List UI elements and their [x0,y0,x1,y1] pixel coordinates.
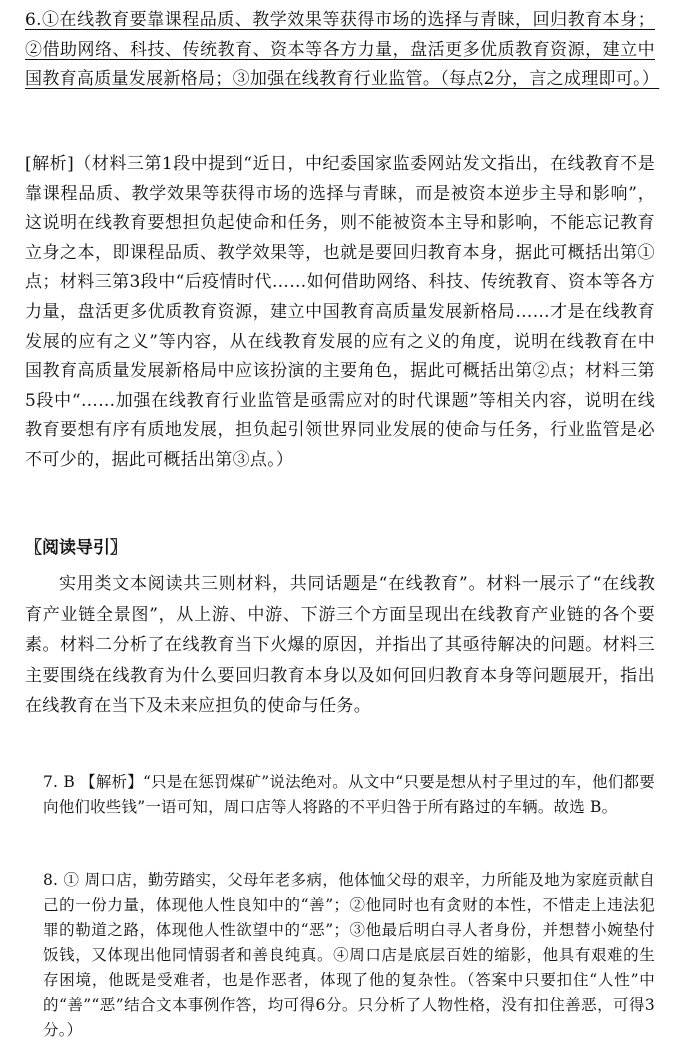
answer-6-text: 6.①在线教育要靠课程品质、教学效果等获得市场的选择与青睐，回归教育本身；②借助网络、科技、传统教育、资本等各方力量，盘活更多优质教育资源，建立中国教育高质量发展新格局；③加强在线教育行业监管。（每点2分，言之成理即可。） [25,10,660,90]
answer-8-text: 8. ① 周口店，勤劳踏实，父母年老多病，他体恤父母的艰辛，力所能及地为家庭贡献自己的一份力量，体现他人性良知中的“善”；②他同时也有贪财的本性，不惜走上违法犯罪的勒道之路，体现他人性欲望中的“恶”；③他最后明白寻人者身份，并想替小婉垫付饭钱，又体现出他同情弱者和善良纯真。④周口店是底层百姓的缩影，他具有艰难的生存困境，他既是受难者，也是作恶者，体现了他的复杂性。（答案中只要扣住“人性”中的“善”“恶”结合文本事例作答，均可得6分。只分析了人物性格，没有扣住善恶，可得3分。） [43,871,655,1039]
answer-8-block [25,868,655,1043]
analysis-6-block [25,150,655,476]
reading-guide-block [25,535,655,722]
analysis-6-text: [解析]（材料三第1段中提到“近日，中纪委国家监委网站发文指出，在线教育不是靠课程品质、教学效果等获得市场的选择与青睐，而是被资本逆步主导和影响”，这说明在线教育要想担负起使命和任务，则不能被资本主导和影响，不能忘记教育立身之本，即课程品质、教学效果等，也就是要回归教育本身，据此可概括出第①点；材料三第3段中“后疫情时代……如何借助网络、科技、传统教育、资本等各方力量，盘活更多优质教育资源，建立中国教育高质量发展新格局……才是在线教育发展的应有之义”等内容，从在线教育发展的应有之义的角度，说明在线教育在中国教育高质量发展新格局中应该扮演的主要角色，据此可概括出第②点；材料三第5段中“……加强在线教育行业监管是亟需应对的时代课题”等相关内容，说明在线教育要想有序有质地发展，担负起引领世界同业发展的使命与任务，行业监管是必不可少的，据此可概括出第③点。） [25,154,655,470]
answer-6-block [25,6,660,95]
reading-guide-heading: 〖阅读导引〗 [25,538,127,558]
reading-guide-text: 实用类文本阅读共三则材料，共同话题是“在线教育”。材料一展示了“在线教育产业链全景图”，从上游、中游、下游三个方面呈现出在线教育产业链的各个要素。材料二分析了在线教育当下火爆的原因，并指出了其亟待解决的问题。材料三主要围绕在线教育为什么要回归教育本身以及如何回归教育本身等问题展开，指出在线教育在当下及未来应担负的使命与任务。 [25,574,655,716]
answer-7-text: 7. B 【解析】“只是在惩罚煤矿”说法绝对。从文中“只要是想从村子里过的车，他们都要向他们收些钱”一语可知，周口店等人将路的不平归咎于所有路过的车辆。故选 B。 [43,773,655,816]
answer-7-block [25,770,655,820]
